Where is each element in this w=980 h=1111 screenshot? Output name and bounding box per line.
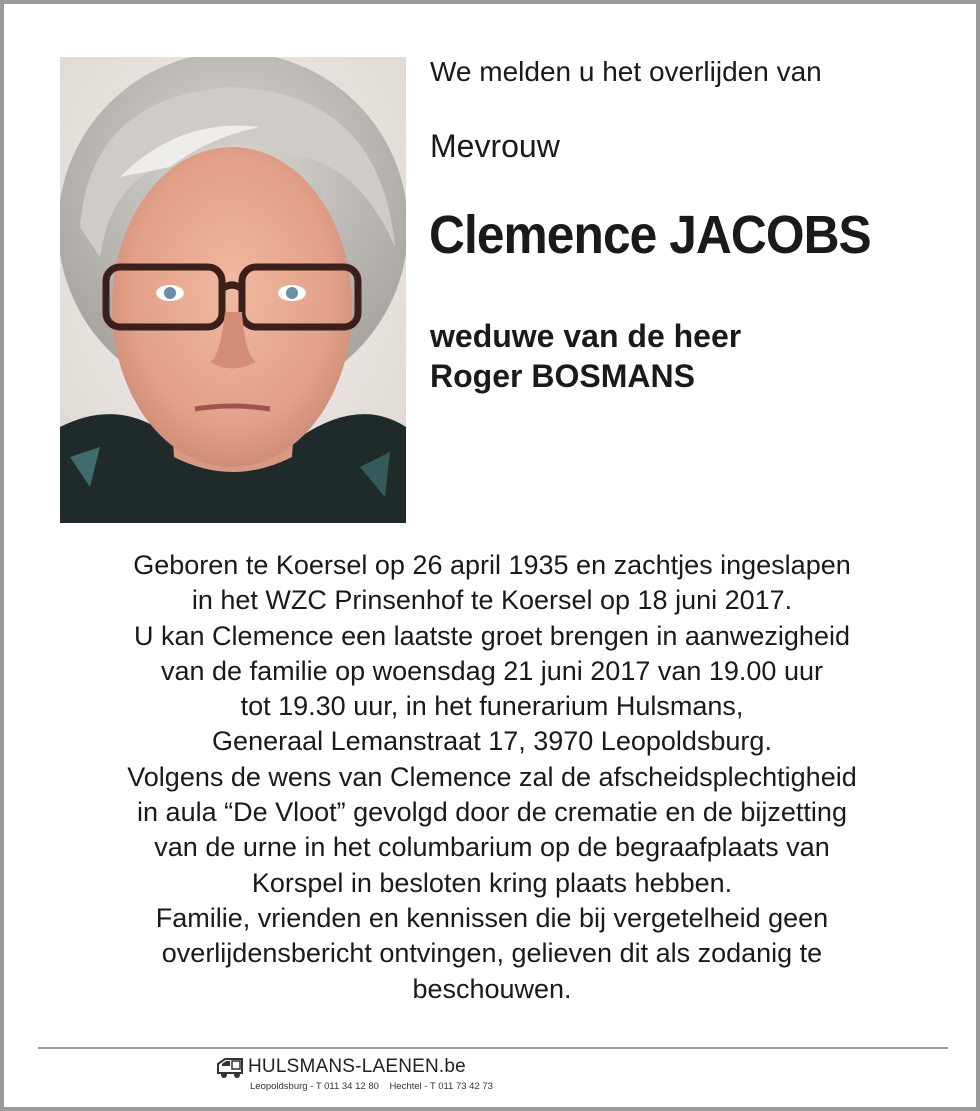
- deceased-name: Clemence JACOBS: [429, 205, 871, 265]
- portrait-photo: [60, 57, 406, 523]
- funeral-home-contact: Leopoldsburg - T 011 34 12 80 Hechtel - T 011 73 42 73: [250, 1081, 493, 1092]
- body-line: in het WZC Prinsenhof te Koersel op 18 juni 2017.: [191, 585, 793, 616]
- footer-divider: [38, 1047, 948, 1049]
- body-line: Volgens de wens van Clemence zal de afscheidsplechtigheid: [127, 761, 857, 792]
- body-line: van de urne in het columbarium op de begraafplaats van: [154, 832, 830, 863]
- spouse-line-1: weduwe van de heer: [430, 318, 742, 354]
- body-line: in aula “De Vloot” gevolgd door de crematie en de bijzetting: [137, 797, 847, 828]
- honorific: Mevrouw: [430, 128, 560, 164]
- body-line: Generaal Lemanstraat 17, 3970 Leopoldsburg.: [212, 726, 772, 757]
- body-line: overlijdensbericht ontvingen, gelieven dit als zodanig te: [161, 938, 823, 969]
- body-line: Korspel in besloten kring plaats hebben.: [251, 867, 733, 898]
- body-line: Familie, vrienden en kennissen die bij vergetelheid geen: [155, 902, 829, 933]
- body-line: van de familie op woensdag 21 juni 2017 van 19.00 uur: [161, 655, 823, 686]
- intro-text: We melden u het overlijden van: [430, 56, 822, 87]
- notice-body: [44, 548, 940, 1007]
- body-line: tot 19.30 uur, in het funerarium Hulsmans,: [240, 691, 744, 722]
- spouse-line-2: Roger BOSMANS: [430, 358, 695, 394]
- hearse-icon: [216, 1056, 244, 1085]
- spouse-info: [430, 316, 741, 396]
- body-line: U kan Clemence een laatste groet brengen in aanwezigheid: [134, 620, 850, 651]
- funeral-home-name: HULSMANS-LAENEN.be: [248, 1056, 466, 1077]
- body-line: beschouwen.: [412, 973, 572, 1004]
- body-line: Geboren te Koersel op 26 april 1935 en zachtjes ingeslapen: [133, 550, 851, 580]
